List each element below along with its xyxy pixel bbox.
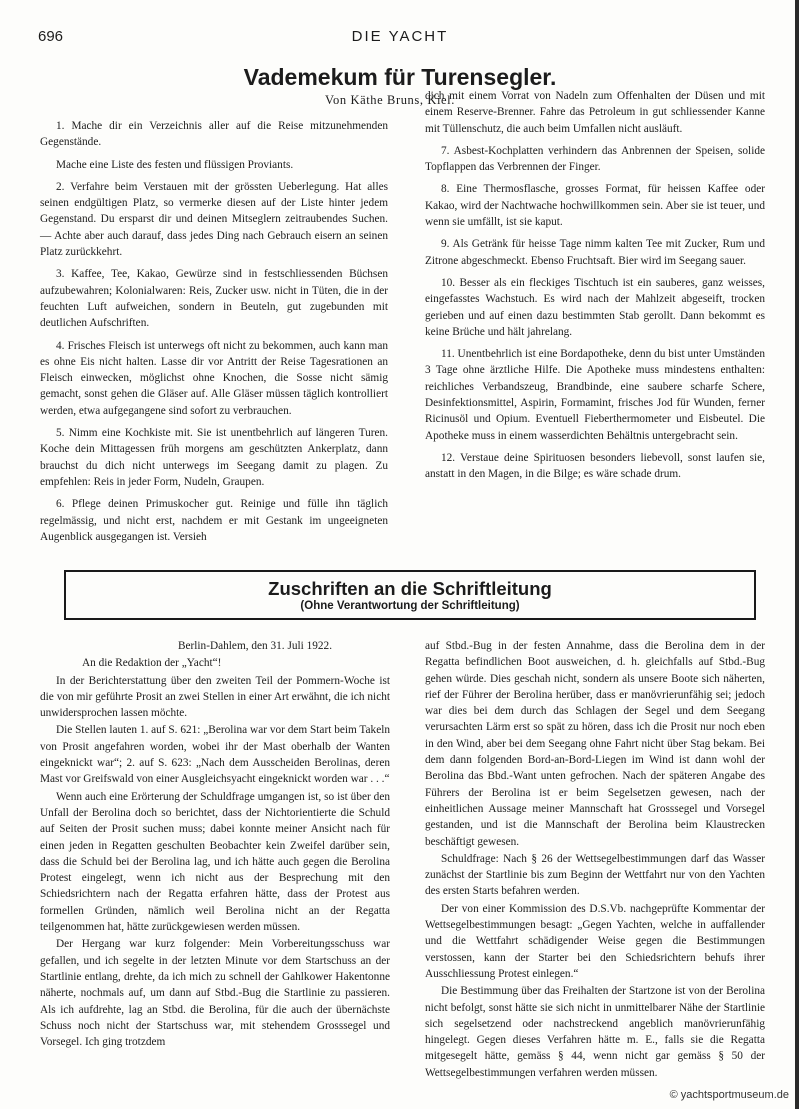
letter-paragraph: Der Hergang war kurz folgender: Mein Vorbereitungsschuss war gefallen, und ich segelte in der letzten Minute vor dem Startschuss an der Startlinie entlang, drehte, da ich mich zu schnell der Gahlkower Hakentonne näherte, nochmals auf, um dann auf Stbd.-Bug die Startlinie zu passieren. Als ich aufdrehte, lag an Stbd. die Berolina, für die auch der übernächste Schuss noch nicht der Startschuss war, mit stehendem Grosssegel und Vorsegel. Ich ging trotzdem xyxy=(40,938,390,1049)
article-column-left xyxy=(40,118,388,551)
article-paragraph: 5. Nimm eine Kochkiste mit. Sie ist unentbehrlich auf längeren Turen. Koche dein Mittagessen früh morgens am geschützten Ankerplatz, dann brauchst du dich nicht unterwegs im Seegang damit zu plagen. Zu empfehlen: Reis in jeder Form, Nudeln, Graupen. xyxy=(40,427,388,488)
page-number: 696 xyxy=(38,28,64,45)
article-paragraph: 11. Unentbehrlich ist eine Bordapotheke, denn du bist unter Umständen 3 Tage ohne ärztliche Hilfe. Die Apotheke muss mindestens enthalten: reichliches Verbandszeug, Brandbinde, eine saubere scharfe Schere, Desinfektionsmittel, Aspirin, Formamint, frisches Jod für Wunden, ferner Ricinusöl und Opium. Eventuell Fieberthermometer und Eisbeutel. Die Apotheke muss in einem wasserdichten Behältnis untergebracht sein. xyxy=(425,348,765,442)
article-paragraph: 1. Mache dir ein Verzeichnis aller auf die Reise mitzunehmenden Gegenstände. xyxy=(40,120,388,149)
article-paragraph: 6. Pflege deinen Primuskocher gut. Reinige und fülle ihn täglich regelmässig, und nicht erst, nachdem er mit Gestank im ungeeigneten Augenblick ausgegangen ist. Versieh xyxy=(40,498,388,543)
article-paragraph: 12. Verstaue deine Spirituosen besonders liebevoll, sonst laufen sie, anstatt in den Magen, in die Bilge; es wäre schade drum. xyxy=(425,451,765,481)
article-title: Vademekum für Turensegler. xyxy=(243,64,557,90)
letter-paragraph: auf Stbd.-Bug in der festen Annahme, dass die Berolina dem in der Regatta befindlichen Boot ausweichen, d. h. gleichfalls auf Stbd.-Bug gehen würde. Dies geschah nicht, sondern als unsere Boote sich näherten, rief der Führer der Berolina herüber, dass er manövrierunfähig sei; jedoch war dies bei dem durch das Schlagen der Segel und dem Seegang verursachten Lärm erst so spät zu hören, dass ich die Prosit nur noch eben in den Wind, aber bei dem Seegang ohne Fahrt nicht über Stag bekam. Bei dem dann folgenden Bord-an-Bord-Liegen im Wind ist dann wohl der Berolina das Bbd.-Want unten gefrochen. Nach der späteren Angabe des Führers der Berolina ist er beim Segelsetzen gewesen, nach der einheitlichen Aussage meiner Mannschaft hat Grosssegel und Vorsegel gestanden, und ist die Mannschaft der Berolina beim Klaustrecken beschäftigt gewesen. xyxy=(425,640,765,848)
letter-paragraph: Wenn auch eine Erörterung der Schuldfrage umgangen ist, so ist über den Unfall der Berolina doch so berichtet, dass der Nichtorientierte die Schuld auf Seiten der Prosit suchen muss; dabei konnte meiner Ansicht nach für einen jeden in Regatten geschulten Beobachter kein Zweifel darüber sein, dass die Schuld bei der Berolina lag, und ich hätte auch gegen die Berolina Protest eingelegt, wenn ich nicht aus der Besprechung mit den Schiedsrichtern nach der Regatta erfahren hätte, dass der Protest aus formellen Gründen, nämlich weil Berolina nicht an der Regatta teilgenommen hat, hätte zurückgewiesen werden müssen. xyxy=(40,790,390,934)
article-paragraph: 10. Besser als ein fleckiges Tischtuch ist ein sauberes, ganz weisses, eingefasstes Wachstuch. Es wird nach der Mahlzeit abgeseift, trocken gerieben und auf einen dazu bestimmten Stab gerollt. Dann bekommt es keine Brüche und hält jahrelang. xyxy=(425,276,765,338)
article-byline: Von Käthe Bruns, Kiel. xyxy=(325,93,455,107)
article-paragraph: 3. Kaffee, Tee, Kakao, Gewürze sind in festschliessenden Büchsen aufzubewahren; Kolonialwaren: Reis, Zucker usw. nicht in Tüten, die in der feuchten Luft aufweichen, sondern in Beuteln, gut zugebunden mit deutlichen Aufschriften. xyxy=(40,268,388,330)
letter-column-left xyxy=(40,638,390,1051)
article-paragraph: 4. Frisches Fleisch ist unterwegs oft nicht zu bekommen, auch kann man es ohne Eis nicht halten. Lasse dir vor Antritt der Reise Tagesrationen an Fleisch einwecken, möglichst ohne Knochen, die Sosse nicht sämig gemacht, sonst gehen die Gläser auf. Alle Gläser müssen täglich kontrolliert werden, etwa aufgegangene sind sofort zu verbrauchen. xyxy=(40,339,388,417)
letter-paragraph: In der Berichterstattung über den zweiten Teil der Pommern-Woche ist die von mir geführte Prosit an zwei Stellen in einer Art erwähnt, die ich nicht unwidersprochen lassen möchte. xyxy=(40,674,390,720)
article-column-right xyxy=(425,88,765,489)
letter-paragraph: Der von einer Kommission des D.S.Vb. nachgeprüfte Kommentar der Wettsegelbestimmungen besagt: „Gegen Yachten, welche in auffallender und die Wettfahrt schädigender Weise gegen die Bestimmungen verstossen, kann der Starter bei den Schiedsrichtern behufs ihrer Ausschliessung Protest einlegen.“ xyxy=(425,902,765,980)
article-paragraph: 7. Asbest-Kochplatten verhindern das Anbrennen der Speisen, solide Topflappen das Verbrennen der Finger. xyxy=(425,144,765,174)
running-title: DIE YACHT xyxy=(351,28,449,45)
watermark: © yachtsportmuseum.de xyxy=(669,1089,789,1101)
section-subtitle: (Ohne Verantwortung der Schriftleitung) xyxy=(300,600,520,612)
section-title: Zuschriften an die Schriftleitung xyxy=(268,578,552,599)
letter-paragraph: Die Stellen lauten 1. auf S. 621: „Berolina war vor dem Start beim Takeln von Prosit angefahren worden, wobei ihr der Mast oberhalb der Wanten eingeknickt war“; 2. auf S. 623: „Nach dem Ausscheiden Berolinas, deren Mast vor Greifswald von einer Ausgleichsyacht eingeknickt worden war . . .“ xyxy=(40,724,390,786)
scan-edge xyxy=(795,0,799,1109)
article-paragraph: 2. Verfahre beim Verstauen mit der grössten Ueberlegung. Hat alles seinen endgültigen Platz, so vermerke diesen auf der Liste hinter jedem Gegenstand. Du ersparst dir und deinen Mitseglern zeitraubendes Suchen. — Achte aber auch darauf, dass jedes Ding nach Gebrauch eisern an seinen Platz zurückkehrt. xyxy=(40,180,388,259)
article-paragraph: 8. Eine Thermosflasche, grosses Format, für heissen Kaffee oder Kakao, wird der Nachtwache hochwillkommen sein. Aber sie ist teuer, und wenn sie umfällt, ist sie kaput. xyxy=(425,183,765,229)
article-paragraph: dich mit einem Vorrat von Nadeln zum Offenhalten der Düsen und mit einem Reserve-Brenner. Fahre das Petroleum in gut schliessender Kanne mit Tüllenschutz, die auch beim Umfallen nicht ausläuft. xyxy=(425,90,765,135)
article-paragraph: Mache eine Liste des festen und flüssigen Proviants. xyxy=(56,158,294,171)
letter-paragraph: Schuldfrage: Nach § 26 der Wettsegelbestimmungen darf das Wasser zunächst der Startlinie bis zum Beginn der Wettfahrt nur von den Yachten des ersten Starts befahren werden. xyxy=(425,852,765,898)
letter-salutation: An die Redaktion der „Yacht“! xyxy=(82,657,222,670)
section-header-box xyxy=(64,570,756,620)
letter-dateline: Berlin-Dahlem, den 31. Juli 1922. xyxy=(177,640,333,652)
letter-column-right xyxy=(425,638,765,1082)
article-paragraph: 9. Als Getränk für heisse Tage nimm kalten Tee mit Zucker, Rum und Zitrone abgeschmeckt. Ebenso Fruchtsaft. Bier wird im Seegang sauer. xyxy=(425,238,765,267)
letter-paragraph: Die Bestimmung über das Freihalten der Startzone ist von der Berolina nicht befolgt, sonst hätte sie sich nicht in unmittelbarer Nähe der Startlinie sich segelsetzend oder nachstreckend angeblich manövrierunfähig hingelegt. Gegen dieses Verfahren hätte m. E., falls sie die Regatta mitgesegelt hätte, gemäss § 44, wenn nicht gar gemäss § 50 der Wettsegelbestimmungen verfahren werden müssen. xyxy=(425,985,765,1079)
